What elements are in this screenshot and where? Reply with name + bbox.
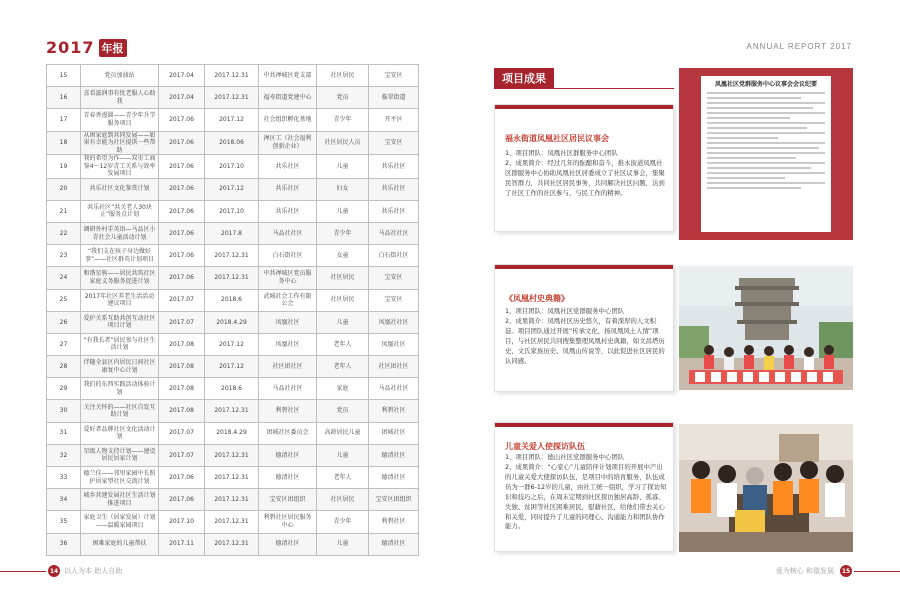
table-row: [47, 400, 419, 422]
card-body: [505, 307, 667, 367]
table-row: [47, 65, 419, 87]
table-cell: 2017.08: [159, 400, 205, 422]
table-cell: 利碧社区居民服务中心: [259, 511, 317, 533]
table-cell: 30: [47, 400, 81, 422]
table-cell: 青少年: [317, 511, 369, 533]
card-body: [505, 149, 667, 199]
table-cell: 社区团社区: [259, 356, 317, 378]
table-cell: 2018.6: [205, 289, 259, 311]
table-cell: 2017.06: [159, 222, 205, 244]
table-cell: 家庭: [317, 378, 369, 400]
table-cell: “有我长者”居民参与社区生活计划: [81, 333, 159, 355]
table-cell: 共乐社区“共关老人30块正”服务点计划: [81, 200, 159, 222]
table-cell: 禅区工（社会福利创新企业）: [259, 131, 317, 155]
document-photo-frame: [679, 68, 853, 240]
table-cell: 2018.4.29: [205, 422, 259, 444]
table-cell: 2017.07: [159, 311, 205, 333]
table-cell: 2017.04: [159, 87, 205, 109]
table-cell: 社区居民人员: [317, 131, 369, 155]
table-cell: 35: [47, 511, 81, 533]
table-cell: 共乐社区文化鉴赏计划: [81, 178, 159, 200]
table-cell: 2017.12.31: [205, 267, 259, 289]
table-cell: 2017.12: [205, 178, 259, 200]
card-line: 2、成果简介：“心家心”儿童陪伴计划项目的开展中产出的儿童关爱大使探访队伍，是项目中的培育服务，队伍成员为一群6-12岁的儿童，由社工统一组织，学习了探访知识和技巧之后，在周末定期到社区探访独居高龄、孤寡、失独、贫困等社区困难居民，慰藉社区，给他们带去关心和关爱，同时提升了儿童的同理心、沟通能力和团队协作能力。: [505, 462, 667, 531]
table-cell: 2017.08: [159, 333, 205, 355]
table-cell: 25: [47, 289, 81, 311]
table-cell: 2018.6: [205, 378, 259, 400]
project-table: [46, 64, 419, 556]
footer-rule-left: [0, 571, 46, 572]
table-cell: 党员: [317, 87, 369, 109]
result-card-2: [494, 264, 674, 392]
table-cell: 德清社区: [259, 467, 317, 489]
table-cell: 2017.06: [159, 267, 205, 289]
footer-rule-right: [854, 571, 900, 572]
table-cell: 24: [47, 267, 81, 289]
card-accent: [495, 265, 673, 269]
table-cell: 我们的东西实践活动体验计划: [81, 378, 159, 400]
card-line: 2、成果简介：凤凰社区历史悠久，有着深厚的人文积淀。项目团队通过开展“传承文化，扬凤凰风土人情”项目，与社区居民共同搜集整理凤凰村史典籍，如文昌塔历史、文氏家族历史、凤凰山传说等，以此促进社区居民的认同感。: [505, 316, 665, 365]
page-number-right: 15: [840, 565, 852, 577]
table-cell: 2018.06: [205, 131, 259, 155]
table-row: [47, 87, 419, 109]
table-cell: 2017.12.31: [205, 245, 259, 267]
table-cell: 23: [47, 245, 81, 267]
table-cell: 德清社区: [259, 444, 317, 466]
table-cell: 2017.07: [159, 444, 205, 466]
table-cell: 社区居民: [317, 65, 369, 87]
table-cell: 22: [47, 222, 81, 244]
table-cell: 团城社区: [369, 422, 419, 444]
annual-report-label: ANNUAL REPORT 2017: [746, 42, 852, 51]
table-row: [47, 200, 419, 222]
table-cell: 儿童: [317, 533, 369, 555]
table-cell: 儿童: [317, 311, 369, 333]
table-cell: 利碧社区: [369, 511, 419, 533]
table-cell: 共乐社区: [259, 200, 317, 222]
section-title: 项目成果: [494, 68, 554, 88]
table-cell: 妇女: [317, 178, 369, 200]
section-divider: [494, 88, 674, 89]
table-cell: 26: [47, 311, 81, 333]
table-cell: 儿童: [317, 444, 369, 466]
pagoda-group-photo: [679, 266, 853, 390]
table-cell: 马品社社区: [259, 222, 317, 244]
table-cell: 2017.06: [159, 467, 205, 489]
table-row: [47, 422, 419, 444]
table-cell: 和谐星驹——居民共筑社区家庭义务服务促进计划: [81, 267, 159, 289]
table-cell: 2017.06: [159, 155, 205, 179]
table-cell: 社区居民: [317, 289, 369, 311]
table-cell: 27: [47, 333, 81, 355]
table-row: [47, 533, 419, 555]
table-row: [47, 444, 419, 466]
table-cell: 2017.12: [205, 333, 259, 355]
card-body: [505, 453, 667, 532]
table-cell: 2017.10: [205, 200, 259, 222]
card-accent: [495, 423, 673, 427]
table-cell: 2017.12.31: [205, 444, 259, 466]
table-cell: 我的希望为作——双重工商鉴4～12岁青工关系与效率发展项目: [81, 155, 159, 179]
table-cell: 临翠街道: [369, 87, 419, 109]
table-row: [47, 155, 419, 179]
table-cell: 老年人: [317, 333, 369, 355]
table-cell: 2017.10: [159, 511, 205, 533]
table-cell: 青春香漫圆——青少年升学服务项目: [81, 109, 159, 131]
card-title: 福永街道凤凰社区居民议事会: [505, 134, 609, 143]
table-cell: 2017.06: [159, 109, 205, 131]
table-row: [47, 178, 419, 200]
table-cell: 利碧社区: [259, 400, 317, 422]
table-cell: 2017.8: [205, 222, 259, 244]
table-cell: 宝安区: [369, 267, 419, 289]
table-cell: 开平区: [369, 109, 419, 131]
card-line: 1、项目团队：德山社区党群服务中心团队: [505, 453, 625, 461]
result-card-1: [494, 104, 674, 232]
table-cell: 德兰佳——邻里家园中长照护居家型社区交流计划: [81, 467, 159, 489]
table-cell: 共乐社区: [369, 200, 419, 222]
table-cell: 2017.08: [159, 356, 205, 378]
table-cell: 共乐社区: [259, 155, 317, 179]
table-cell: 2017.04: [159, 65, 205, 87]
table-cell: 2017.06: [159, 245, 205, 267]
table-row: [47, 356, 419, 378]
table-cell: 2017.08: [159, 378, 205, 400]
card-line: 1、项目团队：凤凰社区群服务中心团队: [505, 149, 618, 157]
table-cell: 2018.4.29: [205, 311, 259, 333]
table-cell: 31: [47, 422, 81, 444]
table-cell: 凤凰社社区: [369, 311, 419, 333]
table-cell: 爱好者品牌社区文化活动计划: [81, 422, 159, 444]
table-cell: 2017.12.31: [205, 65, 259, 87]
table-cell: 36: [47, 533, 81, 555]
table-cell: 20: [47, 178, 81, 200]
table-cell: 16: [47, 87, 81, 109]
table-row: [47, 222, 419, 244]
table-cell: 2017.12: [205, 109, 259, 131]
card-title: 《凤凰村史典籍》: [505, 294, 569, 303]
table-cell: 2017.12: [205, 356, 259, 378]
table-cell: 33: [47, 467, 81, 489]
table-cell: 18: [47, 131, 81, 155]
table-row: [47, 131, 419, 155]
table-cell: 中共禅城区党支部: [259, 65, 317, 87]
table-cell: 凤凰社区: [259, 311, 317, 333]
table-row: [47, 245, 419, 267]
table-cell: 28: [47, 356, 81, 378]
document-title: 凤凰社区党群服务中心议事会会议纪要: [714, 81, 817, 88]
table-row: [47, 378, 419, 400]
table-cell: 家庭卫生（居家发展）计划——温暖家园项目: [81, 511, 159, 533]
table-cell: 社区居民: [317, 267, 369, 289]
table-cell: 爱护关系互助共创互动社区项目计划: [81, 311, 159, 333]
table-row: [47, 267, 419, 289]
table-cell: 德清社区: [369, 444, 419, 466]
table-cell: 青少年: [317, 109, 369, 131]
table-cell: 2017.06: [159, 131, 205, 155]
table-cell: 党员加油站: [81, 65, 159, 87]
table-cell: 2017.10: [205, 155, 259, 179]
table-cell: 32: [47, 444, 81, 466]
table-cell: 共乐社区: [369, 155, 419, 179]
table-cell: 马品社社区: [369, 222, 419, 244]
table-cell: 社会组织孵化基地: [259, 109, 317, 131]
page-number-left: 14: [48, 565, 60, 577]
table-cell: 高龄居民儿童: [317, 422, 369, 444]
report-logo: [46, 38, 127, 57]
table-cell: 宝安区: [369, 289, 419, 311]
table-cell: 共乐社区: [369, 178, 419, 200]
children-visit-photo: [679, 424, 853, 552]
footer-slogan-right: 爱为核心 和谐发展: [775, 567, 834, 575]
table-row: [47, 289, 419, 311]
table-cell: 2017.12.31: [205, 511, 259, 533]
result-card-3: [494, 422, 674, 552]
table-cell: 2017.12.31: [205, 489, 259, 511]
table-cell: 老年人: [317, 356, 369, 378]
table-cell: 2017.07: [159, 422, 205, 444]
card-line: 1、项目团队：凤凰社区党群服务中心团队: [505, 307, 625, 315]
table-cell: 白石街社区: [259, 245, 317, 267]
table-cell: 困难家庭的儿童帮扶: [81, 533, 159, 555]
meeting-minutes-document: [701, 76, 831, 232]
table-cell: 关注关怀的——社区自发互助计划: [81, 400, 159, 422]
table-cell: 2017.06: [159, 178, 205, 200]
table-cell: 2017.06: [159, 489, 205, 511]
table-cell: 城乡共建发展社区生活计划推进项目: [81, 489, 159, 511]
table-cell: 伴随全县区内居民日间社区康复中心计划: [81, 356, 159, 378]
table-cell: 社区团社区: [369, 356, 419, 378]
table-cell: 2017.12.31: [205, 400, 259, 422]
table-cell: 2017.07: [159, 289, 205, 311]
table-cell: 青少年: [317, 222, 369, 244]
table-cell: 宝安区: [369, 131, 419, 155]
table-cell: 儿童: [317, 200, 369, 222]
table-cell: 白石街社区: [369, 245, 419, 267]
table-row: [47, 467, 419, 489]
table-cell: “我们支在孩子身边做好事”——社区群英计划项目: [81, 245, 159, 267]
table-cell: 2017.06: [159, 200, 205, 222]
table-cell: 星级人物支持计划——建设居民居家计划: [81, 444, 159, 466]
table-cell: 凤凰社区: [369, 333, 419, 355]
table-cell: 社区居民: [317, 489, 369, 511]
table-cell: 2017.12.31: [205, 533, 259, 555]
table-cell: 29: [47, 378, 81, 400]
table-cell: 宝安区团组织: [369, 489, 419, 511]
table-row: [47, 311, 419, 333]
table-cell: 儿童: [317, 155, 369, 179]
card-title: 儿童关爱人使探访队伍: [505, 442, 585, 451]
table-cell: 党员: [317, 400, 369, 422]
table-cell: 利碧社区: [369, 400, 419, 422]
table-cell: 宝安区团组织: [259, 489, 317, 511]
table-cell: 马品社社区: [259, 378, 317, 400]
card-accent: [495, 105, 673, 109]
table-cell: 2017.11: [159, 533, 205, 555]
table-cell: 中共禅城区党员服务中心: [259, 267, 317, 289]
table-cell: 15: [47, 65, 81, 87]
table-cell: 团城社区委员会: [259, 422, 317, 444]
table-cell: 德清社区: [369, 467, 419, 489]
table-cell: 女童: [317, 245, 369, 267]
table-cell: 从困家庭到共同发展——如果有幸能为社区提供一些帮助: [81, 131, 159, 155]
table-cell: 19: [47, 155, 81, 179]
table-cell: 34: [47, 489, 81, 511]
report-year: 2017: [46, 38, 95, 57]
table-row: [47, 511, 419, 533]
table-row: [47, 333, 419, 355]
table-cell: 调研外村手英语—马品区小青社会儿童活动计划: [81, 222, 159, 244]
table-cell: 德清社区: [369, 533, 419, 555]
table-row: [47, 489, 419, 511]
table-cell: 21: [47, 200, 81, 222]
table-cell: 马品社社区: [369, 378, 419, 400]
table-cell: 德清社区: [259, 533, 317, 555]
table-cell: 武城社会工作有限公会: [259, 289, 317, 311]
table-cell: 凤凰社区: [259, 333, 317, 355]
table-cell: 共乐社区: [259, 178, 317, 200]
table-cell: 2017.12.31: [205, 467, 259, 489]
table-cell: 福寿街道党建中心: [259, 87, 317, 109]
report-badge: 年报: [99, 39, 127, 57]
table-cell: 2017年社区养老生活活动建议项目: [81, 289, 159, 311]
table-cell: 17: [47, 109, 81, 131]
table-cell: 喜看滋润事有忧老服人心助我: [81, 87, 159, 109]
table-cell: 2017.12.31: [205, 87, 259, 109]
table-row: [47, 109, 419, 131]
card-line: 2、成果简介：经过几年的酝酿和奋斗，推永街道凤凰社区群服务中心协助凤凰社区居委成立了社区议事会，集聚民智群力，共同社区居民事务，共同解决社区问题，达到了社区工作的社区参与、与民工作的精神。: [505, 158, 665, 197]
table-cell: 宝安区: [369, 65, 419, 87]
table-cell: 老年人: [317, 467, 369, 489]
footer-slogan-left: 以人为本 助人自助: [64, 567, 123, 575]
